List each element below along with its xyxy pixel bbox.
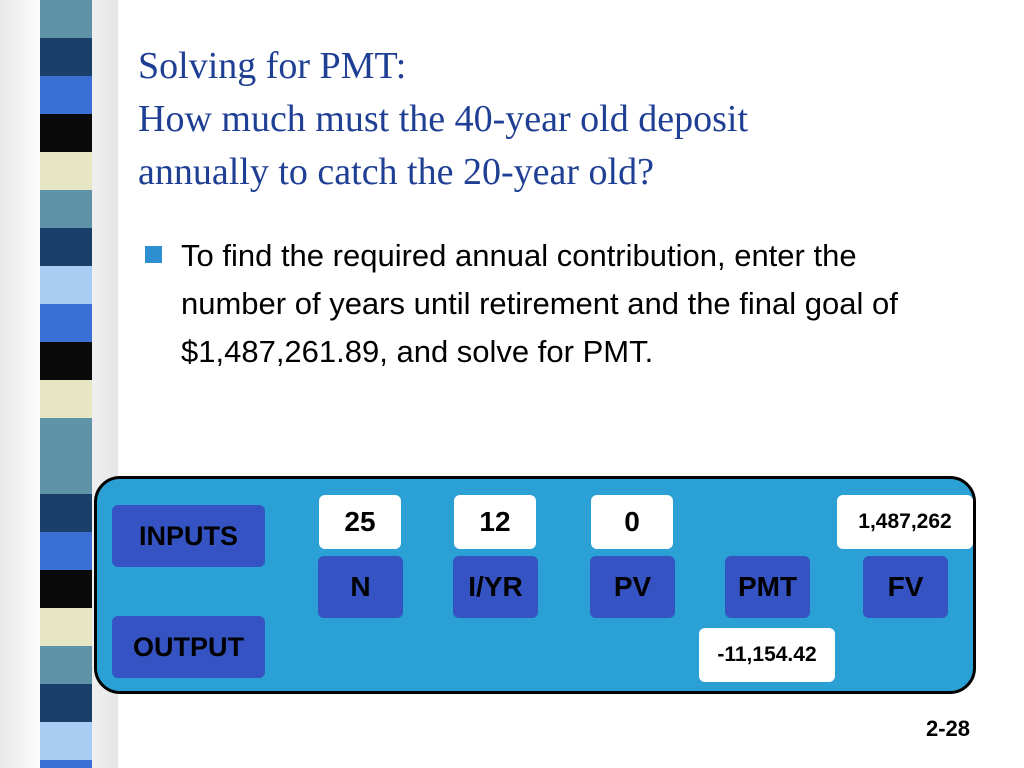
stripe-segment — [40, 722, 92, 760]
stripe-segment — [40, 0, 92, 38]
stripe-segment — [40, 380, 92, 418]
stripe-segment — [40, 570, 92, 608]
key-iyr: I/YR — [453, 556, 538, 618]
title-line-3: annually to catch the 20-year old? — [138, 151, 654, 193]
inputs-label: INPUTS — [112, 505, 265, 567]
slide-number: 2-28 — [925, 716, 970, 741]
stripe-segment — [40, 190, 92, 228]
n-input-value: 25 — [319, 495, 401, 549]
title-line-1: Solving for PMT: — [138, 45, 407, 87]
stripe-segment — [40, 684, 92, 722]
stripe-segment — [40, 532, 92, 570]
iyr-input-value: 12 — [454, 495, 536, 549]
stripe-segment — [40, 304, 92, 342]
stripe-segment — [40, 646, 92, 684]
pmt-output-value: -11,154.42 — [699, 628, 835, 682]
stripe-segment — [40, 38, 92, 76]
stripe-segment — [40, 266, 92, 304]
stripe-segment — [40, 114, 92, 152]
key-pmt: PMT — [725, 556, 810, 618]
key-fv: FV — [863, 556, 948, 618]
stripe-segment — [40, 418, 92, 456]
stripe-segment — [40, 608, 92, 646]
stripe-segment — [40, 760, 92, 768]
title-line-2: How much must the 40-year old deposit — [138, 98, 749, 140]
key-n: N — [318, 556, 403, 618]
calculator-panel — [94, 476, 976, 694]
stripe-segment — [40, 228, 92, 266]
stripe-segment — [40, 76, 92, 114]
fv-input-value: 1,487,262 — [837, 495, 973, 549]
key-pv: PV — [590, 556, 675, 618]
bullet-text: To find the required annual contribution, enter the number of years until retirement and the final goal of $1,487,261.89, and solve for PMT. — [181, 238, 898, 369]
stripe-segment — [40, 152, 92, 190]
stripe-segment — [40, 342, 92, 380]
output-label: OUTPUT — [112, 616, 265, 678]
pv-input-value: 0 — [591, 495, 673, 549]
stripe-segment — [40, 456, 92, 494]
slide-title — [138, 40, 988, 199]
stripe-segment — [40, 494, 92, 532]
square-bullet-icon — [145, 246, 162, 263]
